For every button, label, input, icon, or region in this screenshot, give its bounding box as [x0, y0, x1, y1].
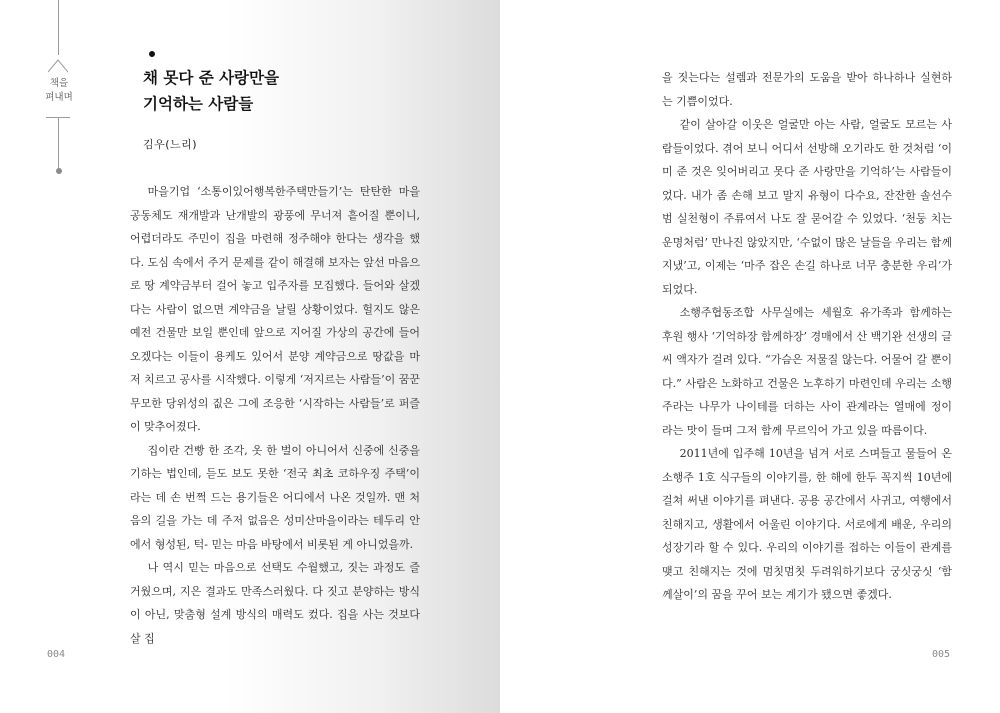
side-tab-label [30, 77, 88, 105]
chapter-side-tab [30, 0, 88, 180]
author-name: 김우(느리) [143, 138, 198, 151]
tab-line-bottom [58, 117, 59, 169]
chevron-up-icon [48, 55, 68, 75]
paragraph: 집이란 건빵 한 조각, 옷 한 벌이 아니어서 신중에 신중을 기하는 법인데, 듣도 보도 못한 ‘전국 최초 코하우징 주택’이라는 데 손 번쩍 드는 용기들은 어디에서 나온 것일까. 맨 처음의 길을 가는 데 주저 없음은 성미산마을이라는 테두리 안에서 형성된, 턱- 믿는 마음 바탕에서 비롯된 게 아니었을까. [130, 443, 420, 551]
page-number-right: 005 [932, 649, 951, 660]
page-number-left: 004 [47, 649, 66, 660]
paragraph: 소행주협동조합 사무실에는 세월호 유가족과 함께하는 후원 행사 ‘기억하장 함께하장’ 경매에서 산 백기완 선생의 글씨 액자가 걸려 있다. “가슴은 저물질 않는다. 어물어 갈 뿐이다.” 사람은 노화하고 건물은 노후하기 마련인데 우리는 소행주라는 나무가 나이테를 더하는 사이 관계라는 열매에 정이라는 맛이 들며 그저 함께 무르익어 가고 있을 따름이다. [662, 306, 952, 437]
paragraph: 나 역시 믿는 마음으로 선택도 수월했고, 짓는 과정도 즐거웠으며, 지은 결과도 만족스러웠다. 다 짓고 분양하는 방식이 아닌, 맞춤형 설계 방식의 매력도 컸다. 집을 사는 것보다 살 집 [130, 561, 420, 645]
chapter-title [143, 65, 443, 117]
paragraph: 2011년에 입주해 10년을 넘겨 서로 스며들고 물들어 온 소행주 1호 식구들의 이야기를, 한 해에 한두 꼭지씩 10년에 걸쳐 써낸 이야기를 펴낸다. 공용 공간에서 사귀고, 여행에서 친해지고, 생활에서 어울린 이야기다. 서로에게 배운, 우리의 성장기라 할 수 있다. 우리의 이야기를 접하는 이들이 관계를 맺고 친해지는 것에 멈칫멈칫 두려워하기보다 궁싯궁싯 ‘함께살이’의 꿈을 꾸어 보는 계기가 됐으면 좋겠다. [662, 447, 952, 601]
side-tab-label-line1: 책을 [49, 78, 69, 89]
paragraph: 마을기업 ‘소통이있어행복한주택만들기’는 탄탄한 마을 공동체도 재개발과 난개발의 광풍에 무너져 흩어질 뿐이니, 어렵더라도 주민이 집을 마련해 정주해야 한다는 생각을 했다. 도심 속에서 주거 문제를 같이 해결해 보자는 앞선 마음으로 땅 계약금부터 걸어 놓고 입주자를 모집했다. 들어와 살겠다는 사람이 없으면 계약금을 날릴 상황이었다. 헐지도 않은 예전 건물만 보일 뿐인데 앞으로 지어질 가상의 공간에 들어오겠다는 이들이 용케도 있어서 분양 계약금으로 땅값을 마저 치르고 공사를 시작했다. 이렇게 ‘저지르는 사람들’이 꿈꾼 무모한 당위성의 짒은 그에 조응한 ‘시작하는 사람들’로 퍼즐이 맞추어졌다. [130, 185, 420, 433]
paragraph: 을 짓는다는 설렘과 전문가의 도움을 받아 하나하나 실현하는 기쁨이었다. [662, 71, 952, 108]
title-line2: 기억하는 사람들 [143, 95, 254, 113]
right-page [500, 0, 1000, 713]
title-bullet [149, 51, 155, 57]
tab-line-top [58, 0, 59, 55]
title-line1: 채 못다 준 사랑만을 [143, 69, 279, 87]
left-body-text [130, 180, 420, 650]
paragraph: 같이 살아갈 이웃은 얼굴만 아는 사람, 얼굴도 모르는 사람들이었다. 겪어 보니 어디서 선방해 오기라도 한 것처럼 ‘이미 준 것은 잊어버리고 못다 준 사랑만을 기억하’는 사람들이었다. 내가 좀 손해 보고 말지 유형이 다수요, 잔잔한 솔선수범 실천형이 주류여서 나도 잘 묻어갈 수 있었다. ‘천둥 치는 운명처럼’ 만나진 않았지만, ‘수없이 많은 날들을 우리는 함께 지냈’고, 이제는 ‘마주 잡은 손길 하나로 너무 충분한 우리’가 되었다. [662, 118, 952, 296]
tab-dot [56, 168, 62, 174]
right-body-text [662, 66, 952, 607]
side-tab-label-line2: 펴내며 [45, 92, 73, 103]
